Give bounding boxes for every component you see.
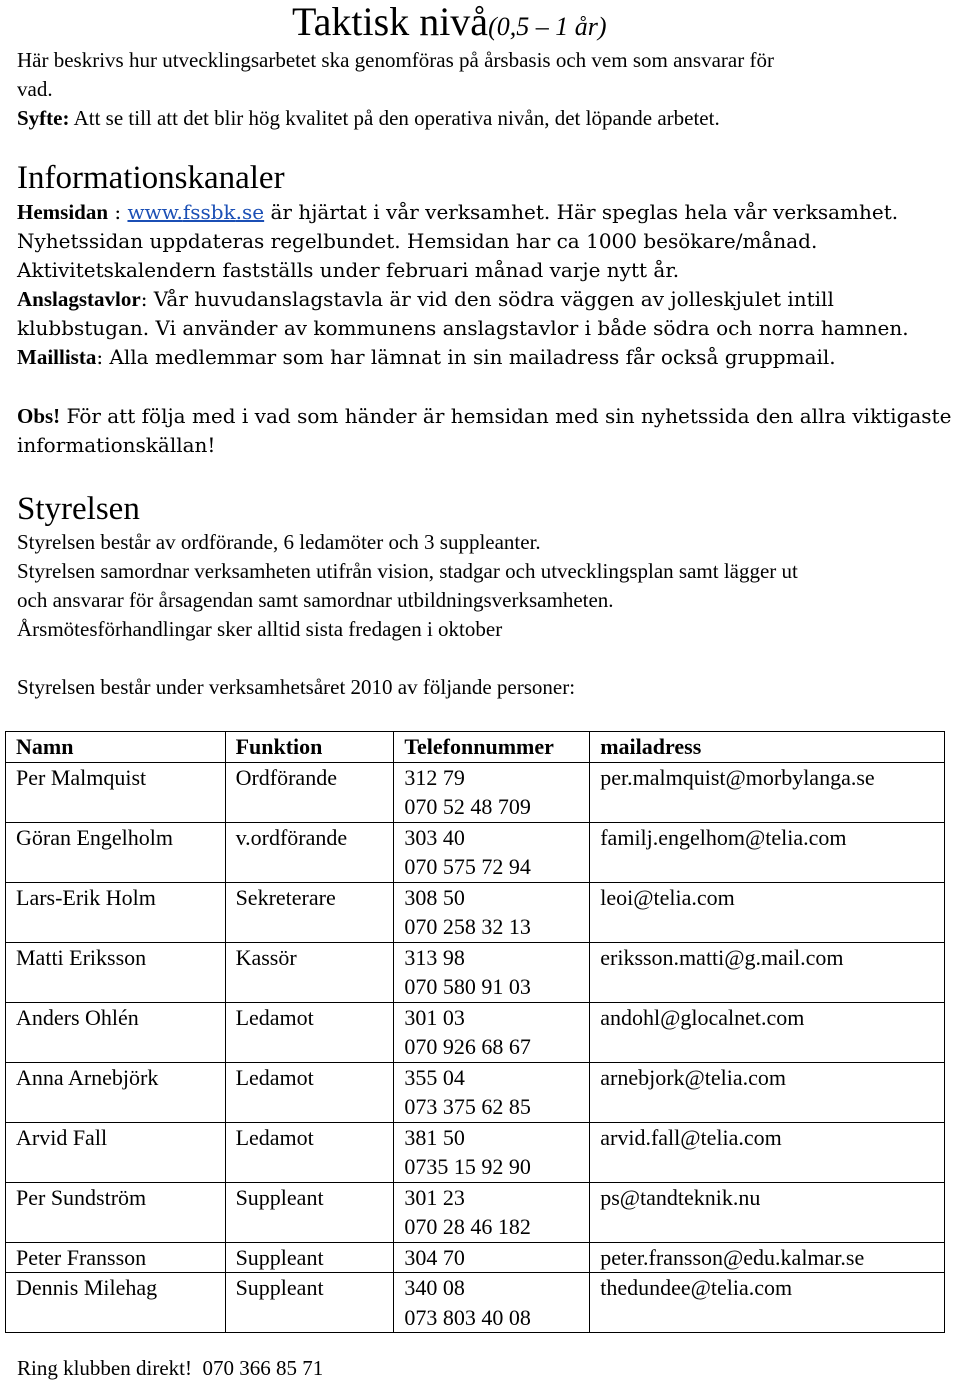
member-role: Ordförande — [225, 762, 394, 822]
info-obs-line-2: informationskällan! — [17, 433, 216, 457]
member-phone: 355 04 073 375 62 85 — [394, 1062, 590, 1122]
member-role: Kassör — [225, 942, 394, 1002]
member-role: Sekreterare — [225, 882, 394, 942]
member-phone: 340 08 073 803 40 08 — [394, 1273, 590, 1333]
syfte-text: Att se till att det blir hög kvalitet på den operativa nivån, det löpande arbetet. — [69, 106, 720, 130]
member-email: andohl@glocalnet.com — [590, 1002, 945, 1062]
styrelsen-line-3: och ansvarar för årsagendan samt samordnar utbildningsverksamheten. — [17, 588, 614, 612]
info-anslag-line-2: klubbstugan. Vi använder av kommunens anslagstavlor i både södra och norra hamnen. — [17, 316, 909, 340]
table-row — [6, 1242, 945, 1273]
info-maillista — [17, 343, 836, 372]
syfte-label: Syfte: — [17, 106, 70, 130]
page-title-main: Taktisk nivå — [292, 0, 489, 44]
member-name: Lars-Erik Holm — [6, 882, 226, 942]
hemsidan-label: Hemsidan — [17, 200, 109, 224]
obs-text: För att följa med i vad som händer är hemsidan med sin nyhetssida den allra viktigaste — [60, 404, 952, 428]
info-hemsidan — [17, 198, 898, 227]
styrelsen-line-4: Årsmötesförhandlingar sker alltid sista fredagen i oktober — [17, 617, 503, 641]
styrelsen-line-5: Styrelsen består under verksamhetsåret 2010 av följande personer: — [17, 675, 576, 699]
anslag-text: : Vår huvudanslagstavla är vid den södra väggen av jolleskjulet intill — [140, 287, 834, 311]
table-row — [6, 1273, 945, 1333]
column-header-email: mailadress — [590, 732, 945, 763]
intro-line-2: vad. — [17, 77, 53, 101]
table-row — [6, 822, 945, 882]
intro-line-1: Här beskrivs hur utvecklingsarbetet ska genomföras på årsbasis och vem som ansvarar för — [17, 48, 774, 72]
member-role: Suppleant — [225, 1182, 394, 1242]
member-email: familj.engelhom@telia.com — [590, 822, 945, 882]
obs-label: Obs! — [17, 404, 61, 428]
member-role: v.ordförande — [225, 822, 394, 882]
member-name: Matti Eriksson — [6, 942, 226, 1002]
section-heading-informationskanaler: Informationskanaler — [17, 160, 285, 196]
member-role: Suppleant — [225, 1242, 394, 1273]
member-phone: 381 50 0735 15 92 90 — [394, 1122, 590, 1182]
table-header-row — [6, 732, 945, 763]
column-header-function: Funktion — [225, 732, 394, 763]
website-link[interactable]: www.fssbk.se — [127, 200, 265, 224]
member-name: Anders Ohlén — [6, 1002, 226, 1062]
table-row — [6, 1002, 945, 1062]
member-name: Dennis Milehag — [6, 1273, 226, 1333]
column-header-phone: Telefonnummer — [394, 732, 590, 763]
maillista-label: Maillista — [17, 345, 97, 369]
member-role: Ledamot — [225, 1122, 394, 1182]
maillista-text: : Alla medlemmar som har lämnat in sin mailadress får också gruppmail. — [96, 345, 836, 369]
member-email: peter.fransson@edu.kalmar.se — [590, 1242, 945, 1273]
member-phone: 303 40 070 575 72 94 — [394, 822, 590, 882]
table-row — [6, 1182, 945, 1242]
table-row — [6, 762, 945, 822]
page-title-sub: (0,5 – 1 år) — [488, 12, 607, 41]
member-role: Ledamot — [225, 1002, 394, 1062]
info-anslag — [17, 285, 834, 314]
member-phone: 301 03 070 926 68 67 — [394, 1002, 590, 1062]
member-email: ps@tandteknik.nu — [590, 1182, 945, 1242]
member-email: arnebjork@telia.com — [590, 1062, 945, 1122]
member-name: Per Malmquist — [6, 762, 226, 822]
member-name: Göran Engelholm — [6, 822, 226, 882]
table-row — [6, 1062, 945, 1122]
member-phone: 304 70 — [394, 1242, 590, 1273]
info-line-2: Nyhetssidan uppdateras regelbundet. Hemsidan har ca 1000 besökare/månad. — [17, 229, 818, 253]
member-email: arvid.fall@telia.com — [590, 1122, 945, 1182]
info-obs — [17, 402, 951, 431]
member-role: Ledamot — [225, 1062, 394, 1122]
section-heading-styrelsen: Styrelsen — [17, 491, 140, 527]
member-role: Suppleant — [225, 1273, 394, 1333]
table-row — [6, 882, 945, 942]
styrelsen-line-2: Styrelsen samordnar verksamheten utifrån vision, stadgar och utvecklingsplan samt lägger ut — [17, 559, 798, 583]
column-header-name: Namn — [6, 732, 226, 763]
anslag-label: Anslagstavlor — [17, 287, 141, 311]
member-email: eriksson.matti@g.mail.com — [590, 942, 945, 1002]
hemsidan-text: är hjärtat i vår verksamhet. Här speglas hela vår verksamhet. — [264, 200, 899, 224]
member-phone: 312 79 070 52 48 709 — [394, 762, 590, 822]
member-phone: 313 98 070 580 91 03 — [394, 942, 590, 1002]
footer-phone-note: Ring klubben direkt! 070 366 85 71 — [17, 1356, 324, 1380]
member-email: per.malmquist@morbylanga.se — [590, 762, 945, 822]
member-phone: 301 23 070 28 46 182 — [394, 1182, 590, 1242]
member-name: Per Sundström — [6, 1182, 226, 1242]
member-name: Peter Fransson — [6, 1242, 226, 1273]
hemsidan-sep: : — [108, 200, 128, 224]
member-name: Arvid Fall — [6, 1122, 226, 1182]
page-title — [292, 0, 607, 49]
member-email: thedundee@telia.com — [590, 1273, 945, 1333]
table-row — [6, 1122, 945, 1182]
intro-syfte — [17, 104, 720, 133]
member-email: leoi@telia.com — [590, 882, 945, 942]
info-line-3: Aktivitetskalendern fastställs under februari månad varje nytt år. — [17, 258, 680, 282]
member-phone: 308 50 070 258 32 13 — [394, 882, 590, 942]
styrelsen-line-1: Styrelsen består av ordförande, 6 ledamöter och 3 suppleanter. — [17, 530, 541, 554]
member-name: Anna Arnebjörk — [6, 1062, 226, 1122]
members-table — [5, 731, 945, 1333]
table-row — [6, 942, 945, 1002]
